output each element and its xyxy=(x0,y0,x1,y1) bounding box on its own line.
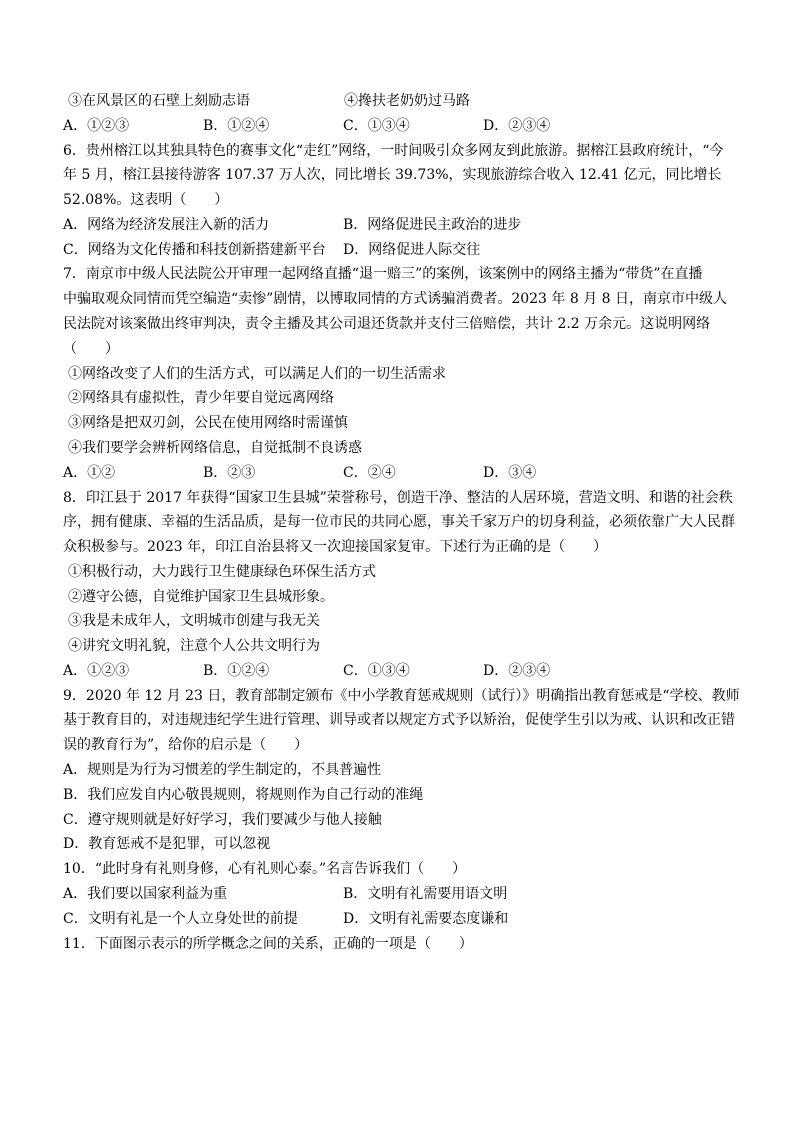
question-7-text: 7．南京市中级人民法院公开审理一起网络直播“退一赔三”的案例，该案例中的网络主播为“带货”在直播 xyxy=(63,266,703,282)
choice-a: A．网络为经济发展注入新的活力 xyxy=(63,217,270,233)
choice-b: B．①②④ xyxy=(203,663,270,679)
answer-choices xyxy=(63,885,508,903)
option-4: ④搀扶老奶奶过马路 xyxy=(344,93,470,109)
choice-d: D．②③④ xyxy=(483,663,551,679)
choice-a: A．①②③ xyxy=(63,663,130,679)
choice-b: B．文明有礼需要用语文明 xyxy=(343,886,508,902)
choice-a: A．①②③ xyxy=(63,118,130,134)
choice-c: C．网络为文化传播和科技创新搭建新平台 xyxy=(63,242,326,258)
choice-d: D．教育惩戒不是犯罪，可以忽视 xyxy=(63,836,271,852)
question-9-text: 9．2020 年 12 月 23 日，教育部制定颁布《中小学教育惩戒规则（试行）》明确指出教育惩戒是“学校、教师 xyxy=(63,688,740,704)
choice-b: B．②③ xyxy=(203,465,256,481)
question-7-text: 中骗取观众同情而凭空编造“卖惨”剧情，以博取同情的方式诱骗消费者。2023 年 8 月 8 日，南京市中级人 xyxy=(63,291,728,307)
statement-4: ④我们要学会辨析网络信息，自觉抵制不良诱惑 xyxy=(68,440,362,456)
choice-a: A．①② xyxy=(63,465,116,481)
choice-a: A．我们要以国家利益为重 xyxy=(63,886,228,902)
choice-b: B．①②④ xyxy=(203,118,270,134)
statement-2: ②网络具有虚拟性，青少年要自觉远离网络 xyxy=(68,390,334,406)
statement-4: ④讲究文明礼貌，注意个人公共文明行为 xyxy=(68,638,320,654)
choice-c: C．文明有礼是一个人立身处世的前提 xyxy=(63,911,298,927)
choice-c: C．①③④ xyxy=(343,118,410,134)
statement-3: ③我是未成年人，文明城市创建与我无关 xyxy=(68,613,320,629)
question-8-text: 众积极参与。2023 年，印江自治县将又一次迎接国家复审。下述行为正确的是（ ） xyxy=(63,539,608,555)
choice-a: A．规则是为行为习惯差的学生制定的，不具普遍性 xyxy=(63,762,382,778)
question-9-text: 误的教育行为”，给你的启示是（ ） xyxy=(63,737,309,753)
choice-c: C．遵守规则就是好好学习，我们要减少与他人接触 xyxy=(63,812,382,828)
choice-d: D．②③④ xyxy=(483,118,551,134)
choice-c: C．①③④ xyxy=(343,663,410,679)
question-11-text: 11．下面图示表示的所学概念之间的关系，正确的一项是（ ） xyxy=(63,936,473,952)
option-3: ③在风景区的石壁上刻励志语 xyxy=(68,93,250,109)
answer-choices xyxy=(63,241,481,259)
choice-d: D．③④ xyxy=(483,465,537,481)
question-8-text: 序，拥有健康、幸福的生活品质，是每一位市民的共同心愿，事关千家万户的切身利益，必须依靠广大人民群 xyxy=(63,514,735,530)
statement-3: ③网络是把双刃剑，公民在使用网络时需谨慎 xyxy=(68,415,348,431)
question-6-text: 6．贵州榕江以其独具特色的赛事文化“走红”网络，一时间吸引众多网友到此旅游。据榕江县政府统计，“今 xyxy=(63,143,724,159)
question-7-text: 民法院对该案做出终审判决，责令主播及其公司退还货款并支付三倍赔偿，共计 2.2 万余元。这说明网络 xyxy=(63,316,711,332)
question-9-text: 基于教育目的，对违规违纪学生进行管理、训导或者以规定方式予以矫治，促使学生引以为戒、认识和改正错 xyxy=(63,712,735,728)
question-8-text: 8．印江县于 2017 年获得“国家卫生县城”荣誉称号，创造干净、整洁的人居环境，营造文明、和谐的社会秩 xyxy=(63,490,733,506)
option-line xyxy=(68,92,470,110)
statement-2: ②遵守公德，自觉维护国家卫生县城形象。 xyxy=(68,589,334,605)
question-6-text: 52.08%。这表明（ ） xyxy=(63,192,229,208)
choice-c: C．②④ xyxy=(343,465,396,481)
question-10-text: 10．“此时身有礼则身修，心有礼则心泰。”名言告诉我们（ ） xyxy=(63,861,467,877)
choice-b: B．网络促进民主政治的进步 xyxy=(343,217,522,233)
statement-1: ①网络改变了人们的生活方式，可以满足人们的一切生活需求 xyxy=(68,366,446,382)
question-7-text: （ ） xyxy=(63,341,119,357)
answer-choices xyxy=(63,216,522,234)
choice-d: D．文明有礼需要态度谦和 xyxy=(343,911,509,927)
choice-d: D．网络促进人际交往 xyxy=(343,242,481,258)
answer-choices xyxy=(63,910,509,928)
choice-b: B．我们应发自内心敬畏规则，将规则作为自己行动的准绳 xyxy=(63,787,424,803)
statement-1: ①积极行动，大力践行卫生健康绿色环保生活方式 xyxy=(68,564,376,580)
question-6-text: 年 5 月，榕江县接待游客 107.37 万人次，同比增长 39.73%，实现旅游综合收入 12.41 亿元，同比增长 xyxy=(63,167,722,183)
